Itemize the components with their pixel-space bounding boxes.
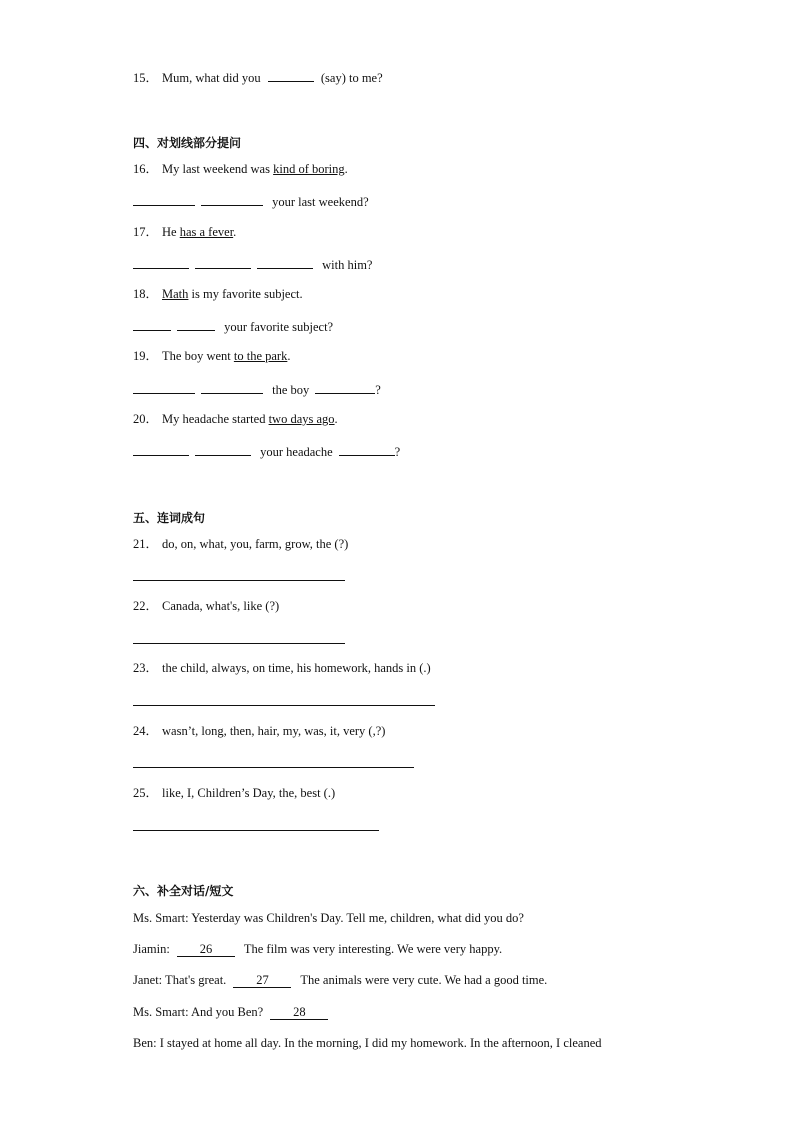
answer-line-22[interactable] <box>133 643 345 644</box>
dialog-line-5: Ben: I stayed at home all day. In the morning, I did my homework. In the afternoon, I cleaned <box>133 1036 602 1050</box>
speaker: Jiamin: <box>133 942 170 956</box>
question-number: 21． <box>133 537 159 551</box>
answer-end: ? <box>394 445 401 459</box>
question-20 <box>133 411 338 427</box>
dialog-line-2 <box>133 941 502 957</box>
question-number: 23． <box>133 661 159 675</box>
question-24 <box>133 723 385 739</box>
question-text-end: . <box>233 225 237 239</box>
question-18 <box>133 286 303 302</box>
answer-blank[interactable] <box>195 442 251 456</box>
underlined-phrase: Math <box>162 287 189 301</box>
question-number: 16． <box>133 162 159 176</box>
question-number: 19． <box>133 349 159 363</box>
underlined-phrase: kind of boring <box>273 162 345 176</box>
verb-hint: (say) to me? <box>320 71 383 85</box>
answer-text: your headache <box>260 445 333 459</box>
question-text: do, on, what, you, farm, grow, the (?) <box>162 537 349 551</box>
answer-blank[interactable] <box>257 255 313 269</box>
dialog-line-3 <box>133 972 547 988</box>
question-text: wasn’t, long, then, hair, my, was, it, very (,?) <box>162 724 386 738</box>
speaker: Ms. Smart: And you Ben? <box>133 1005 264 1019</box>
answer-blank[interactable] <box>133 192 195 206</box>
answer-line-16 <box>133 192 369 210</box>
section-heading-4: 四、对划线部分提问 <box>133 136 242 150</box>
question-number: 24． <box>133 724 159 738</box>
answer-blank[interactable] <box>268 68 314 82</box>
question-text: like, I, Children’s Day, the, best (.) <box>162 786 336 800</box>
dialog-text: The film was very interesting. We were very happy. <box>243 942 503 956</box>
answer-line-23[interactable] <box>133 705 435 706</box>
section-heading-6: 六、补全对话/短文 <box>133 884 234 898</box>
question-number: 20． <box>133 412 159 426</box>
answer-text: your last weekend? <box>272 195 369 209</box>
question-number: 17． <box>133 225 159 239</box>
question-text: Mum, what did you <box>162 71 261 85</box>
numbered-blank-27[interactable]: 27 <box>233 973 291 988</box>
answer-blank[interactable] <box>133 380 195 394</box>
answer-line-19 <box>133 380 381 398</box>
answer-line-17 <box>133 255 372 273</box>
answer-text: with him? <box>322 258 373 272</box>
question-text: The boy went <box>162 349 234 363</box>
answer-blank[interactable] <box>201 192 263 206</box>
answer-line-18 <box>133 317 333 335</box>
answer-line-20 <box>133 442 400 460</box>
dialog-line-4 <box>133 1004 328 1020</box>
question-22 <box>133 598 279 614</box>
question-number: 22． <box>133 599 159 613</box>
answer-blank[interactable] <box>133 442 189 456</box>
question-text-end: is my favorite subject. <box>188 287 303 301</box>
answer-text: your favorite subject? <box>224 320 334 334</box>
answer-blank[interactable] <box>201 380 263 394</box>
question-text: My headache started <box>162 412 269 426</box>
answer-blank[interactable] <box>339 442 395 456</box>
question-text: My last weekend was <box>162 162 274 176</box>
question-number: 18． <box>133 287 159 301</box>
dialog-line-1: Ms. Smart: Yesterday was Children's Day. Tell me, children, what did you do? <box>133 911 524 925</box>
question-text-end: . <box>287 349 291 363</box>
question-25 <box>133 785 335 801</box>
speaker: Janet: That's great. <box>133 973 227 987</box>
answer-line-25[interactable] <box>133 830 379 831</box>
underlined-phrase: to the park <box>233 349 288 363</box>
question-text: He <box>162 225 180 239</box>
question-17 <box>133 224 236 240</box>
underlined-phrase: has a fever <box>179 225 234 239</box>
numbered-blank-28[interactable]: 28 <box>270 1005 328 1020</box>
answer-blank[interactable] <box>133 255 189 269</box>
answer-text: the boy <box>272 383 310 397</box>
question-21 <box>133 536 348 552</box>
answer-blank[interactable] <box>315 380 375 394</box>
question-text-end: . <box>334 412 338 426</box>
answer-blank[interactable] <box>133 317 171 331</box>
answer-line-24[interactable] <box>133 767 414 768</box>
answer-blank[interactable] <box>195 255 251 269</box>
question-15 <box>133 68 383 86</box>
question-19 <box>133 348 290 364</box>
question-23 <box>133 660 431 676</box>
question-number: 25． <box>133 786 159 800</box>
question-text: the child, always, on time, his homework, hands in (.) <box>162 661 431 675</box>
answer-blank[interactable] <box>177 317 215 331</box>
question-text-end: . <box>344 162 348 176</box>
underlined-phrase: two days ago <box>268 412 335 426</box>
question-text: Canada, what's, like (?) <box>162 599 280 613</box>
dialog-text: The animals were very cute. We had a good time. <box>300 973 548 987</box>
question-number: 15． <box>133 71 159 85</box>
answer-line-21[interactable] <box>133 580 345 581</box>
numbered-blank-26[interactable]: 26 <box>177 942 235 957</box>
question-16 <box>133 161 348 177</box>
answer-end: ? <box>375 383 381 397</box>
section-heading-5: 五、连词成句 <box>133 511 206 525</box>
